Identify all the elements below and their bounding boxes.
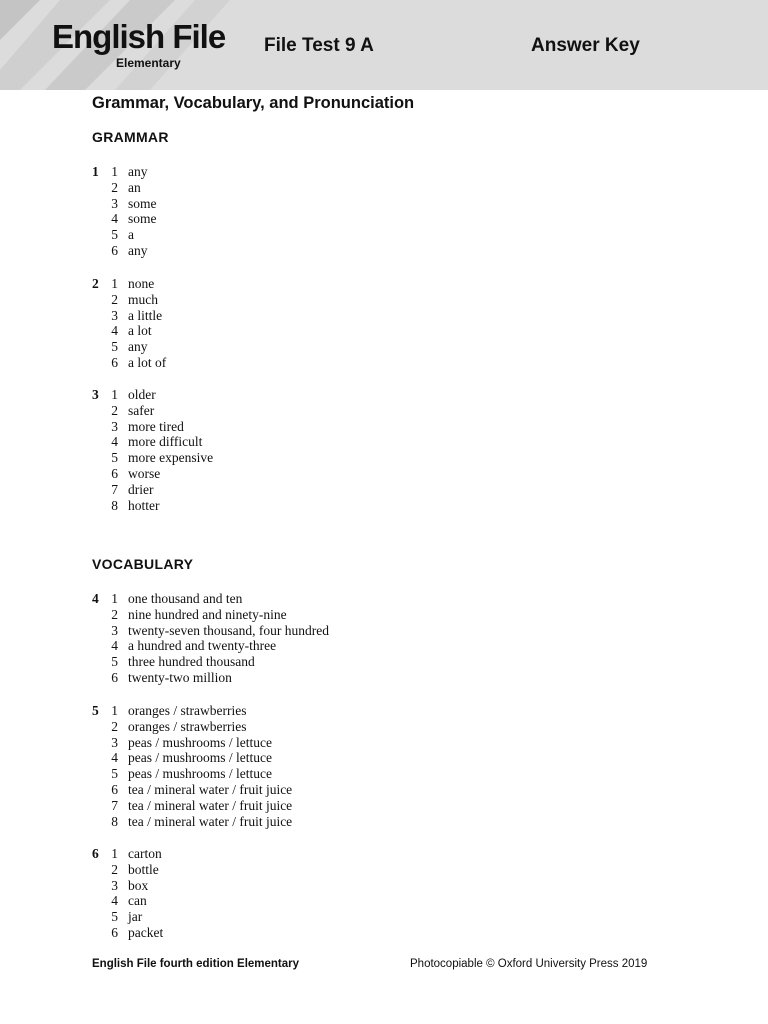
answer-row: [92, 227, 692, 243]
answer-text: tea / mineral water / fruit juice: [128, 813, 293, 829]
answer-text: an: [128, 179, 141, 195]
brand-level: Elementary: [116, 56, 181, 70]
item-number: 5: [111, 909, 118, 925]
answer-row: [92, 846, 692, 862]
item-number: 1: [111, 703, 118, 718]
item-number: 1: [111, 387, 118, 402]
exercise-number: 2: [92, 276, 99, 291]
answer-text: safer: [128, 402, 155, 418]
item-number: 2: [111, 402, 118, 418]
answer-text: drier: [128, 481, 154, 497]
item-number: 8: [111, 813, 118, 829]
answer-row: [92, 735, 692, 751]
answer-row: [92, 450, 692, 466]
exercise-1: [92, 164, 692, 259]
answer-text: older: [128, 387, 156, 402]
item-number: 2: [111, 861, 118, 877]
answer-text: some: [128, 211, 157, 227]
answer-text: none: [128, 276, 155, 291]
answer-row: [92, 654, 692, 670]
exercise-2: [92, 276, 692, 371]
answer-row: [92, 292, 692, 308]
answer-text: hotter: [128, 497, 160, 513]
answer-row: [92, 750, 692, 766]
answer-text: can: [128, 893, 147, 909]
exercise-number: 3: [92, 387, 99, 402]
answer-row: [92, 782, 692, 798]
answer-text: twenty-two million: [128, 669, 232, 685]
answer-row: [92, 243, 692, 259]
answer-text: nine hundred and ninety-nine: [128, 606, 287, 622]
answer-row: [92, 466, 692, 482]
answer-text: a: [128, 227, 134, 243]
answer-text: carton: [128, 846, 162, 861]
answer-text: tea / mineral water / fruit juice: [128, 797, 293, 813]
answer-text: a lot of: [128, 354, 167, 370]
item-number: 5: [111, 766, 118, 782]
item-number: 4: [111, 323, 118, 339]
answer-row: [92, 893, 692, 909]
item-number: 4: [111, 638, 118, 654]
item-number: 3: [111, 195, 118, 211]
answer-row: [92, 766, 692, 782]
answer-text: more tired: [128, 418, 184, 434]
answer-row: [92, 909, 692, 925]
item-number: 3: [111, 307, 118, 323]
item-number: 1: [111, 276, 118, 291]
item-number: 2: [111, 718, 118, 734]
answer-row: [92, 323, 692, 339]
page-header: [0, 0, 768, 90]
answer-text: a lot: [128, 323, 152, 339]
exercise-number: 1: [92, 164, 99, 179]
exercise-3: [92, 387, 692, 513]
answer-row: [92, 878, 692, 894]
footer-edition: English File fourth edition Elementary: [92, 958, 300, 970]
item-number: 3: [111, 734, 118, 750]
answer-row: [92, 862, 692, 878]
answer-row: [92, 703, 692, 719]
test-title: File Test 9 A: [264, 35, 374, 56]
answer-text: peas / mushrooms / lettuce: [128, 734, 272, 750]
answer-text: some: [128, 195, 157, 211]
answer-text: jar: [128, 909, 143, 925]
item-number: 2: [111, 606, 118, 622]
item-number: 1: [111, 591, 118, 606]
answer-row: [92, 419, 692, 435]
answer-row: [92, 498, 692, 514]
item-number: 6: [111, 669, 118, 685]
exercise-number: 5: [92, 703, 99, 718]
answer-row: [92, 387, 692, 403]
answer-text: oranges / strawberries: [128, 703, 247, 718]
answer-text: peas / mushrooms / lettuce: [128, 750, 272, 766]
answer-row: [92, 591, 692, 607]
item-number: 4: [111, 750, 118, 766]
item-number: 4: [111, 211, 118, 227]
answer-row: [92, 719, 692, 735]
answer-text: much: [128, 291, 158, 307]
answer-row: [92, 434, 692, 450]
answer-key-label: Answer Key: [531, 35, 640, 56]
answer-text: more expensive: [128, 450, 214, 466]
answer-row: [92, 180, 692, 196]
answer-text: any: [128, 339, 148, 355]
section-title-vocabulary: VOCABULARY: [92, 556, 194, 572]
item-number: 7: [111, 797, 118, 813]
answer-row: [92, 339, 692, 355]
answer-text: three hundred thousand: [128, 654, 255, 670]
answer-row: [92, 925, 692, 941]
answer-text: worse: [128, 465, 161, 481]
answer-text: peas / mushrooms / lettuce: [128, 766, 272, 782]
footer-copyright: Photocopiable © Oxford University Press 2019: [410, 958, 648, 970]
item-number: 5: [111, 654, 118, 670]
answer-row: [92, 276, 692, 292]
item-number: 6: [111, 465, 118, 481]
item-number: 3: [111, 877, 118, 893]
answer-row: [92, 670, 692, 686]
item-number: 3: [111, 622, 118, 638]
exercise-6: [92, 846, 692, 941]
answer-row: [92, 482, 692, 498]
answer-text: any: [128, 164, 148, 179]
answer-row: [92, 814, 692, 830]
answer-row: [92, 403, 692, 419]
answer-row: [92, 607, 692, 623]
answer-row: [92, 355, 692, 371]
item-number: 6: [111, 781, 118, 797]
page-heading: Grammar, Vocabulary, and Pronunciation: [92, 94, 415, 112]
item-number: 7: [111, 481, 118, 497]
item-number: 6: [111, 242, 118, 258]
item-number: 4: [111, 434, 118, 450]
item-number: 2: [111, 291, 118, 307]
answer-text: twenty-seven thousand, four hundred: [128, 622, 329, 638]
answer-text: a hundred and twenty-three: [128, 638, 277, 654]
answer-text: one thousand and ten: [128, 591, 243, 606]
answer-row: [92, 798, 692, 814]
answer-text: box: [128, 877, 149, 893]
exercise-5: [92, 703, 692, 829]
item-number: 1: [111, 164, 118, 179]
answer-text: more difficult: [128, 434, 203, 450]
answer-row: [92, 638, 692, 654]
item-number: 8: [111, 497, 118, 513]
answer-text: packet: [128, 924, 164, 940]
item-number: 2: [111, 179, 118, 195]
answer-row: [92, 623, 692, 639]
exercise-number: 6: [92, 846, 99, 861]
exercise-4: [92, 591, 692, 686]
item-number: 3: [111, 418, 118, 434]
answer-row: [92, 308, 692, 324]
answer-text: bottle: [128, 861, 159, 877]
item-number: 6: [111, 924, 118, 940]
item-number: 1: [111, 846, 118, 861]
item-number: 5: [111, 227, 118, 243]
item-number: 6: [111, 354, 118, 370]
answer-row: [92, 211, 692, 227]
section-title-grammar: GRAMMAR: [92, 129, 169, 145]
item-number: 5: [111, 450, 118, 466]
answer-text: oranges / strawberries: [128, 718, 247, 734]
brand-logo: English File: [52, 18, 226, 55]
answer-text: any: [128, 242, 148, 258]
answer-text: tea / mineral water / fruit juice: [128, 781, 293, 797]
item-number: 4: [111, 893, 118, 909]
exercise-number: 4: [92, 591, 99, 606]
answer-row: [92, 164, 692, 180]
answer-row: [92, 196, 692, 212]
item-number: 5: [111, 339, 118, 355]
answer-text: a little: [128, 307, 163, 323]
